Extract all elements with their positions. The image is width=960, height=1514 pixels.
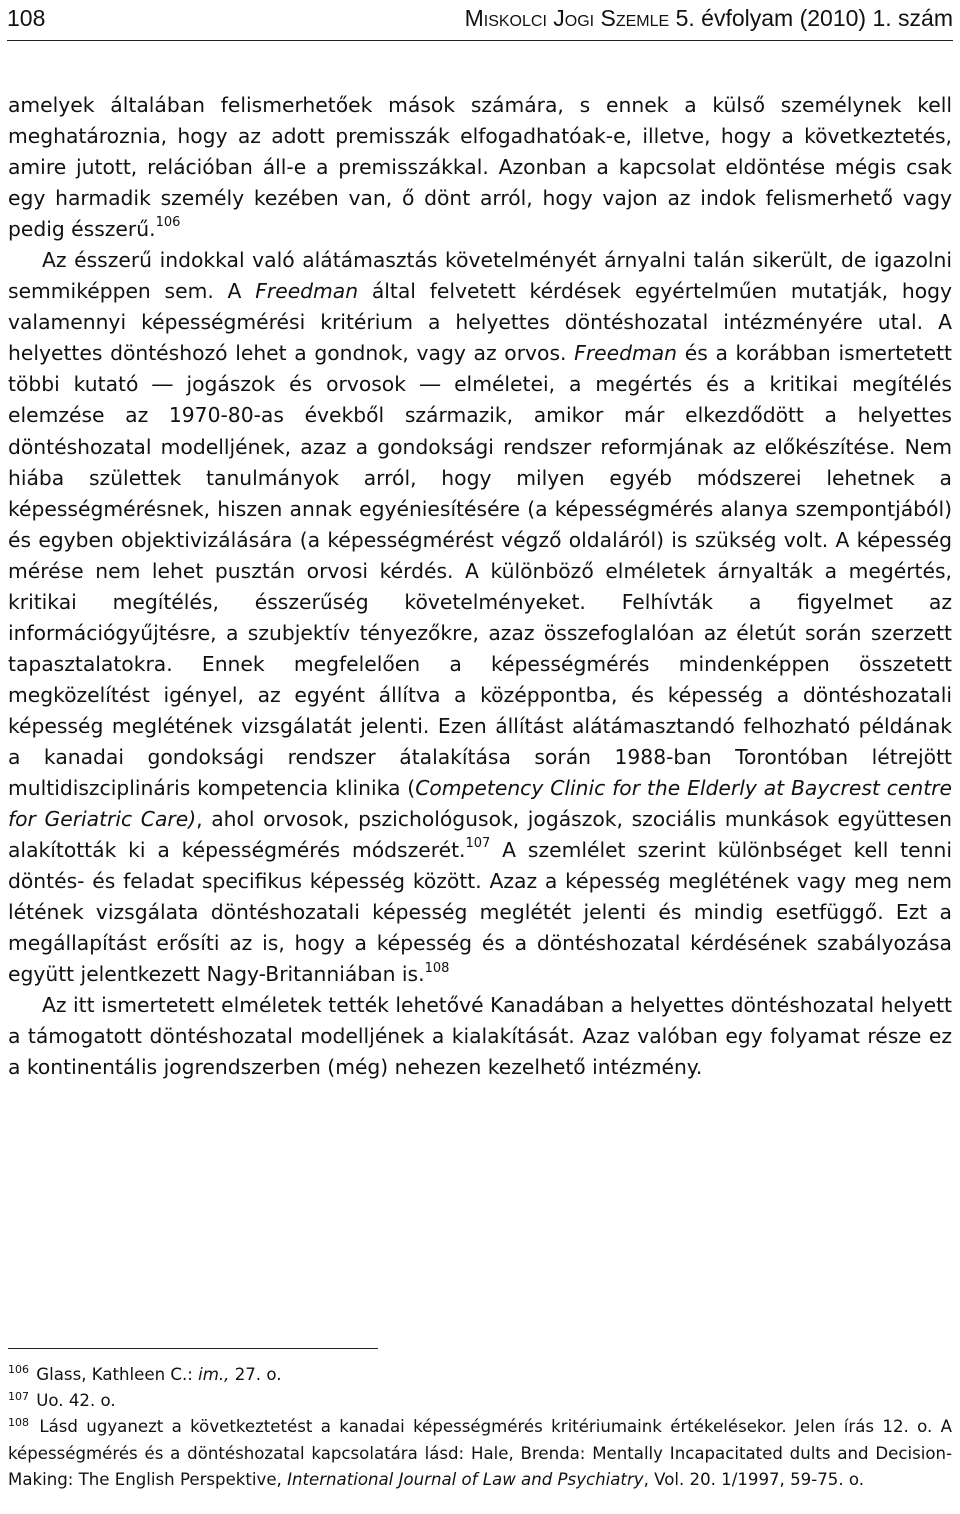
footnote-number: 108 (8, 1415, 29, 1429)
p2-part-c: és a korábban ismertetett többi kutató ― jogászok és orvosok ― elméletei, a megértés és a kritikai megítélés elemzése az 1970-80-as évekből származik, amikor már elkezdődött a helyettes döntéshozatal modelljének, azaz a gondoksági rendszer reformjának az előkészítése. Nem hiába születtek tanulmányok arról, hogy milyen egyéb módszerei lehetnek a képességmérésnek, hiszen annak egyéniesítésére (a képességmérés alanya szempontjából) és egyben objektivizálására (a képességmérést végző oldaláról) is szükség volt. A képesség mérése nem lehet pusztán orvosi kérdés. A különböző elméletek árnyalták a megértés, kritikai megítélés, ésszerűség követelményeket. Felhívták a figyelmet az információgyűjtésre, a szubjektív tényezőkre, azaz összefoglalóan az életút során szerzett tapasztalatokra. Ennek megfelelően a képességmérés mindenképpen összetett megközelítést igényel, az egyént állítva a középpontba, és képesség a döntéshozatali képesség meglétének vizsgálatát jelenti. Ezen állítást alátámasztandó felhozható példának a kanadai gondoksági rendszer átalakítása során 1988-ban Torontóban létrejött multidiszciplináris kompetencia klinika ( (8, 341, 952, 801)
p2-part-e: A szemlélet szerint különbséget kell tenni döntés- és feladat specifikus képesség között. Azaz a képesség meglétének vagy meg nem létének vizsgálata döntéshozatali képesség meglétét jelenti és mindig esetfüggő. Ezt a megállapítást erősíti az is, hogy a képesség és a döntéshozatal kérdésének szabályozása együtt jelentkezett Nagy-Britanniában is. (8, 838, 952, 987)
running-header (7, 0, 953, 41)
p1-sentence-2: Azonban a kapcsolat eldöntése mégis csak egy harmadik személy kezében van, ő dönt arról, hogy vajon az indok felismerhető vagy pedig ésszerű. (8, 155, 952, 242)
p2-freedman-2: Freedman (574, 341, 678, 366)
issue-info: 5. évfolyam (2010) 1. szám (669, 5, 953, 31)
footnote-text-end: 27. o. (229, 1365, 282, 1384)
footnote-text-end: , Vol. 20. 1/1997, 59-75. o. (643, 1469, 865, 1489)
footnotes (8, 1362, 952, 1493)
footnote-107 (8, 1388, 952, 1414)
p2-part-d: , ahol orvosok, pszichológusok, jogászok, szociális munkások együttesen alakították ki a képességmérés módszerét. (8, 807, 952, 863)
footnote-number: 106 (8, 1363, 29, 1377)
footnote-ref-107[interactable]: 107 (465, 836, 491, 852)
paragraph-3: Az itt ismertetett elméletek tették lehetővé Kanadában a helyettes döntéshozatal helyett a támogatott döntéshozatal modelljének a kialakítását. Azaz valóban egy folyamat része ez a kontinentális jogrendszerben (még) nehezen kezelhető intézmény. (8, 993, 952, 1080)
footnote-108 (8, 1414, 952, 1493)
main-text (8, 90, 952, 1084)
p2-clinic-name: Competency Clinic for the Elderly at Baycrest centre for Geriatric Care) (8, 776, 952, 832)
footnote-divider (8, 1348, 378, 1349)
paragraph-1 (8, 90, 952, 245)
footnote-ref-106[interactable]: 106 (155, 215, 181, 231)
p2-part-a: Az ésszerű indokkal való alátámasztás követelményét árnyalni talán sikerült, de igazolni semmiképpen sem. A (8, 248, 952, 304)
p1-sentence-1: amelyek általában felismerhetőek mások számára, s ennek a külső személynek kell meghatároznia, hogy az adott premisszák elfogadhatóak-e, illetve, hogy a következtetés, amire jutott, relációban áll-e a premisszákkal. (8, 93, 952, 180)
p2-freedman-1: Freedman (255, 279, 359, 304)
footnote-ref-108[interactable]: 108 (424, 960, 450, 976)
journal-title: Miskolci Jogi Szemle (464, 5, 670, 31)
footnote-106 (8, 1362, 952, 1388)
paragraph-2 (8, 245, 952, 990)
journal-name: International Journal of Law and Psychiatry (287, 1469, 644, 1489)
footnote-number: 107 (8, 1389, 29, 1403)
footnote-text: Glass, Kathleen C.: (36, 1365, 199, 1384)
footnote-italic: im., (198, 1365, 230, 1384)
footnote-text: Uo. 42. o. (36, 1391, 116, 1411)
page-number: 108 (7, 5, 46, 31)
p2-part-b: által felvetett kérdések egyértelműen mutatják, hogy valamennyi képességmérési kritérium a helyettes döntéshozatal intézményére utal. A helyettes döntéshozó lehet a gondnok, vagy az orvos. (8, 279, 953, 366)
footnote-text: Lásd ugyanezt a következtetést a kanadai képességmérés kritériumaink értékelésekor. Jelen írás 12. o. A képességmérés és a döntéshozatal kapcsolatára lásd: Hale, Brenda: Mentally Incapacitated dults and Decision-Making: The English Perspektive, (8, 1417, 952, 1489)
running-title (465, 5, 953, 32)
